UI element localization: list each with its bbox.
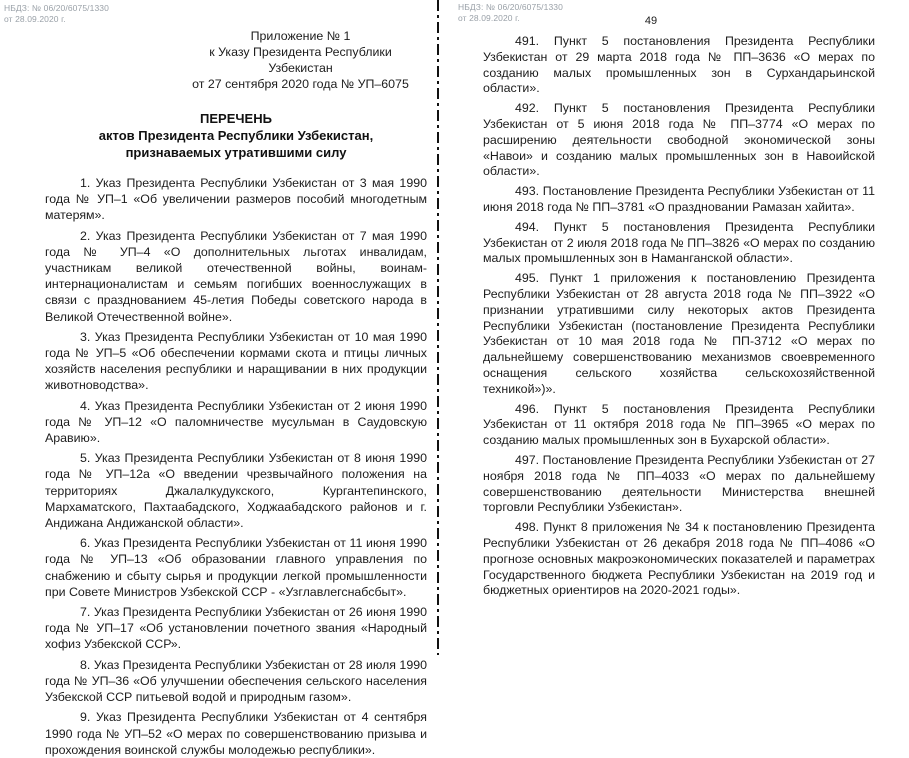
annex-line: Приложение № 1 bbox=[250, 29, 351, 43]
title-line: актов Президента Республики Узбекистан, bbox=[98, 128, 374, 143]
decree-item: 9. Указ Президента Республики Узбекистан от 4 сентября 1990 года № УП–52 «О мерах по совершенствованию призыва и прохождения воинской службы молодежью республики». bbox=[45, 710, 427, 757]
decree-item: 8. Указ Президента Республики Узбекистан от 28 июля 1990 года № УП–36 «Об улучшении обеспечения сельского населения Узбекской ССР питьевой водой и природным газом». bbox=[45, 657, 427, 705]
page-divider-dashed-line bbox=[437, 0, 439, 655]
document-title bbox=[45, 110, 427, 161]
page-left bbox=[0, 0, 437, 757]
decree-list-right bbox=[483, 34, 875, 599]
page-right bbox=[440, 0, 909, 655]
stamp-number: НБДЗ: № 06/20/6075/1330 bbox=[4, 3, 109, 13]
stamp-date: от 28.09.2020 г. bbox=[4, 13, 66, 24]
title-line: признаваемых утратившими силу bbox=[125, 145, 347, 160]
decree-item: 492. Пункт 5 постановления Президента Республики Узбекистан от 5 июня 2018 года № ПП–3774 «О мерах по расширению деятельности свободной экономической зоны «Навои» и созданию малых промышленных зон в Навоийской области». bbox=[483, 101, 875, 179]
decree-item: 498. Пункт 8 приложения № 34 к постановлению Президента Республики Узбекистан от 26 декабря 2018 года № ПП–4086 «О прогнозе основных макроэкономических показателей и параметрах Государственного бюджета Республики Узбекистан на 2019 год и бюджетных ориентиров на 2020-2021 годы». bbox=[483, 520, 875, 598]
decree-item: 494. Пункт 5 постановления Президента Республики Узбекистан от 2 июля 2018 года № ПП–3826 «О мерах по созданию малых промышленных зон в Наманганской области». bbox=[483, 219, 875, 266]
annex-heading bbox=[178, 28, 423, 92]
decree-item: 5. Указ Президента Республики Узбекистан от 8 июня 1990 года № УП–12а «О введении чрезвычайного положения на территориях Джалалкудукского, Кургантепинского, Мархаматского, Пахтаабадского, Ходжаабадского районов и г. Андижана Андижанской области». bbox=[45, 451, 427, 531]
stamp-date: от 28.09.2020 г. bbox=[458, 12, 520, 23]
decree-item: 6. Указ Президента Республики Узбекистан от 11 июня 1990 года № УП–13 «Об образовании главного управления по снабжению и сбыту сырья и продукции легкой промышленности при Совете Министров Узбекской ССР - «Узглавлегснабсбыт». bbox=[45, 536, 427, 599]
stamp-number: НБДЗ: № 06/20/6075/1330 bbox=[458, 2, 563, 12]
decree-item: 7. Указ Президента Республики Узбекистан от 26 июня 1990 года № УП–17 «Об установлении почетного звания «Народный хофиз Узбекской ССР». bbox=[45, 605, 427, 652]
decree-item: 491. Пункт 5 постановления Президента Республики Узбекистан от 29 марта 2018 года № ПП–3636 «О мерах по созданию малых промышленных зон в Сурхандарьинской области». bbox=[483, 34, 875, 96]
decree-item: 2. Указ Президента Республики Узбекистан от 7 мая 1990 года № УП–4 «О дополнительных льготах инвалидам, участникам великой отечественной войны, воинам-интернационалистам и семьям погибших военнослужащих в связи с празднованием 45-летия Победы советского народа в Великой Отечественной войне». bbox=[45, 228, 427, 324]
annex-line: к Указу Президента Республики Узбекистан bbox=[209, 45, 392, 75]
decree-item: 4. Указ Президента Республики Узбекистан от 2 июня 1990 года № УП–12 «О паломничестве мусульман в Саудовскую Аравию». bbox=[45, 398, 427, 446]
page-number: 49 bbox=[644, 15, 658, 27]
decree-item: 3. Указ Президента Республики Узбекистан от 10 мая 1990 года № УП–5 «Об обеспечении кормами скота и птицы личных хозяйств населения республики и наращивании в них продукции животноводства». bbox=[45, 329, 427, 393]
annex-line: от 27 сентября 2020 года № УП–6075 bbox=[192, 77, 409, 91]
decree-item: 497. Постановление Президента Республики Узбекистан от 27 ноября 2018 года № ПП–4033 «О мерах по дальнейшему совершенствованию деятельности Министерства внешней торговли Республики Узбекистан». bbox=[483, 452, 875, 515]
decree-list-left bbox=[45, 175, 427, 758]
decree-item: 1. Указ Президента Республики Узбекистан от 3 мая 1990 года № УП–1 «Об увеличении размеров пособий многодетным матерям». bbox=[45, 176, 427, 223]
registry-stamp bbox=[4, 3, 109, 24]
decree-item: 495. Пункт 1 приложения к постановлению Президента Республики Узбекистан от 28 августа 2018 года № ПП–3922 «О признании утратившими силу некоторых актов Президента Республики Узбекистан (постановление Президента Республики Узбекистан от 10 мая 2018 года № ПП-3712 «О мерах по дальнейшему совершенствованию механизмов своевременного оснащения сельского хозяйства сельскохозяйственной техникой»)». bbox=[483, 271, 875, 396]
title-line: ПЕРЕЧЕНЬ bbox=[200, 111, 272, 126]
decree-item: 493. Постановление Президента Республики Узбекистан от 11 июня 2018 года № ПП–3781 «О праздновании Рамазан хайита». bbox=[483, 184, 875, 214]
decree-item: 496. Пункт 5 постановления Президента Республики Узбекистан от 11 октября 2018 года № ПП–3965 «О мерах по созданию малых промышленных зон в Бухарской области». bbox=[483, 401, 875, 448]
